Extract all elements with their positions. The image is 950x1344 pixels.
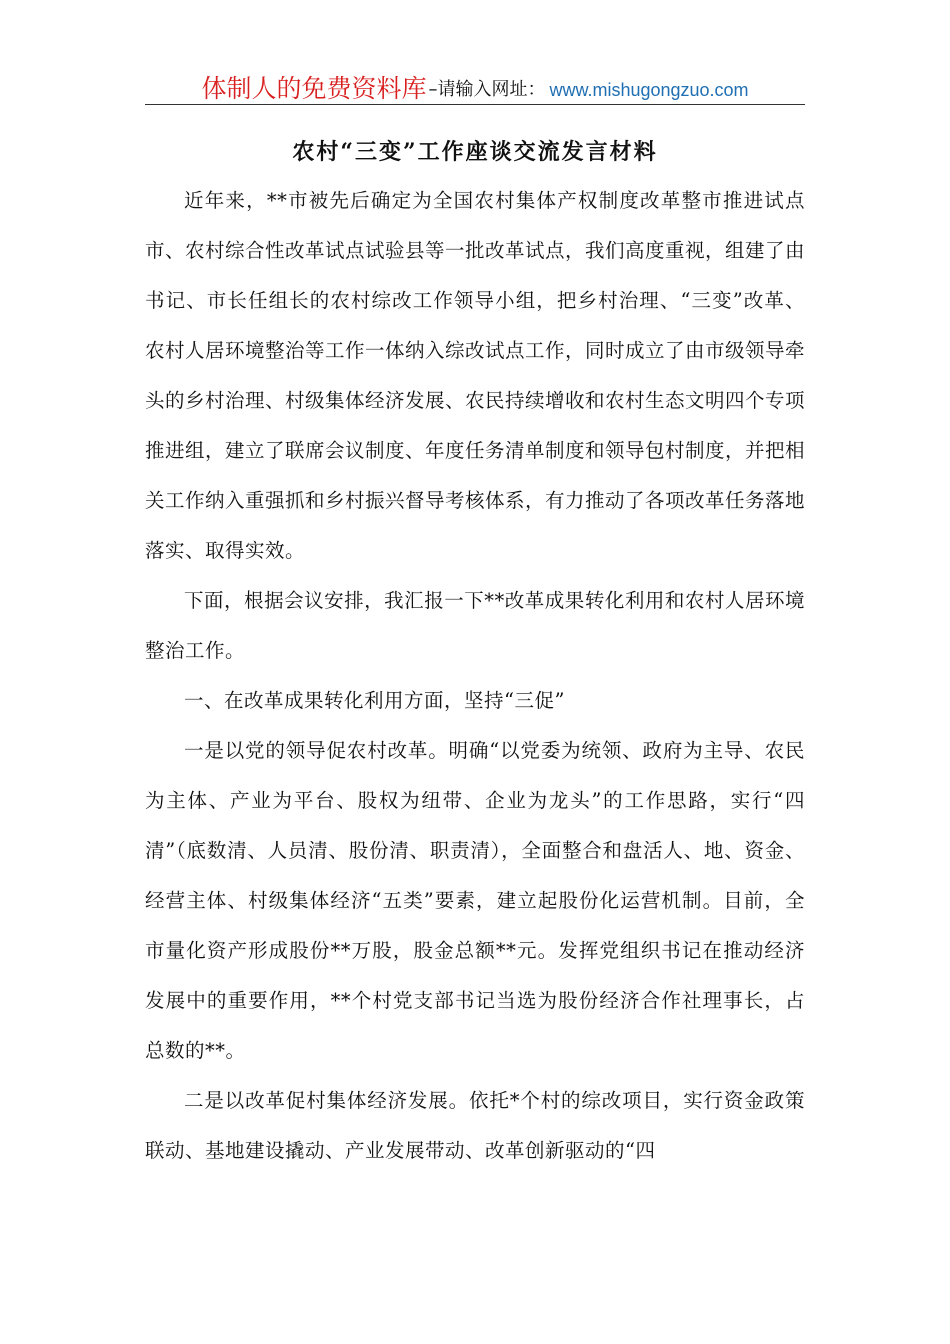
paragraph-point-one: 一是以党的领导促农村改革。明确“以党委为统领、政府为主导、农民为主体、产业为平台、股权为纽带、企业为龙头”的工作思路，实行“四清”（底数清、人员清、股份清、职责清），全面整合和盘活人、地、资金、经营主体、村级集体经济“五类”要素，建立起股份化运营机制。目前，全市量化资产形成股份**万股，股金总额**元。发挥党组织书记在推动经济发展中的重要作用，**个村党支部书记当选为股份经济合作社理事长，占总数的**。	[145, 739, 805, 1062]
section-heading-one: 一、在改革成果转化利用方面，坚持“三促”	[184, 689, 565, 712]
site-brand: 体制人的免费资料库	[201, 74, 427, 103]
document-title: 农村“三变”工作座谈交流发言材料	[292, 139, 658, 165]
url-prompt: –请输入网址：	[428, 79, 546, 100]
document-body	[145, 176, 805, 1176]
paragraph-report: 下面，根据会议安排，我汇报一下**改革成果转化利用和农村人居环境整治工作。	[145, 589, 805, 662]
header-divider	[145, 104, 805, 105]
site-header	[145, 68, 805, 104]
paragraph-intro: 近年来，**市被先后确定为全国农村集体产权制度改革整市推进试点市、农村综合性改革试点试验县等一批改革试点，我们高度重视，组建了由书记、市长任组长的农村综改工作领导小组，把乡村治理、“三变”改革、农村人居环境整治等工作一体纳入综改试点工作，同时成立了由市级领导牵头的乡村治理、村级集体经济发展、农民持续增收和农村生态文明四个专项推进组，建立了联席会议制度、年度任务清单制度和领导包村制度，并把相关工作纳入重强抓和乡村振兴督导考核体系，有力推动了各项改革任务落地落实、取得实效。	[145, 189, 806, 562]
site-url-link[interactable]: www.mishugongzuo.com	[549, 80, 749, 100]
paragraph-point-two: 二是以改革促村集体经济发展。依托*个村的综改项目，实行资金政策联动、基地建设撬动、产业发展带动、改革创新驱动的“四	[145, 1089, 805, 1162]
